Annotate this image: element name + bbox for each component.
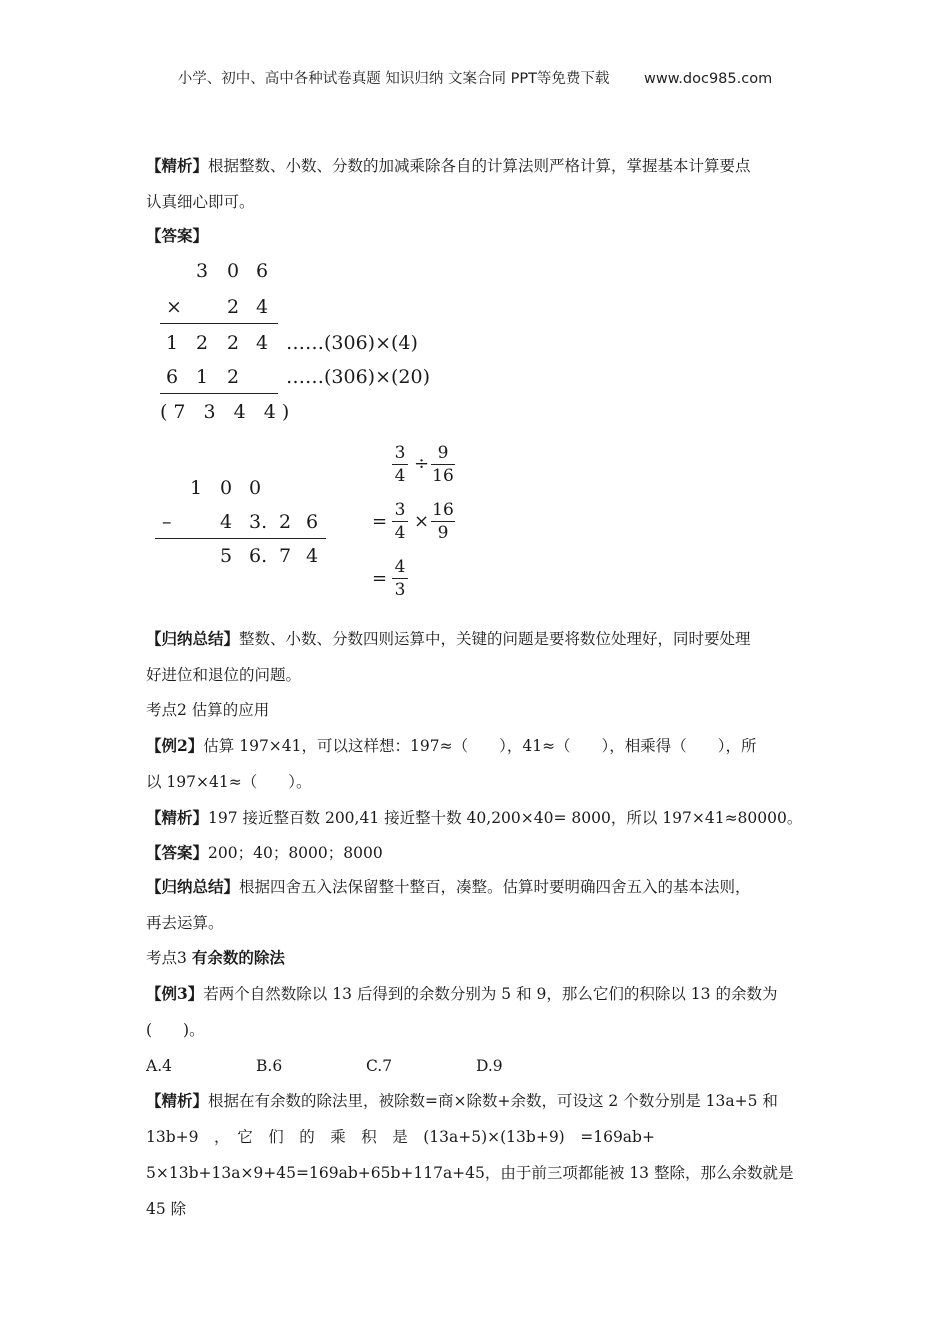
option-d: D.9 bbox=[476, 1057, 503, 1075]
numerator: 9 bbox=[437, 443, 449, 463]
digit: 0 bbox=[220, 477, 233, 499]
fraction bbox=[392, 443, 408, 486]
product-result: (7 3 4 4) bbox=[160, 401, 296, 423]
fraction-bar bbox=[392, 464, 408, 465]
example-tag: 【例3】 bbox=[146, 984, 204, 1003]
answer-2 bbox=[146, 835, 810, 871]
example-tag: 【例2】 bbox=[146, 736, 204, 755]
option-b: B.6 bbox=[256, 1057, 283, 1075]
analysis-tag: 【精析】 bbox=[146, 1091, 209, 1110]
point-2-heading bbox=[146, 692, 810, 728]
digit: 2 bbox=[279, 511, 292, 533]
analysis-1-line2: 认真细心即可。 bbox=[146, 193, 255, 211]
example-3 bbox=[146, 976, 810, 1048]
digit: 3. bbox=[249, 511, 268, 533]
analysis-3 bbox=[146, 1083, 810, 1227]
digit: 0 bbox=[249, 477, 262, 499]
summary-2 bbox=[146, 869, 810, 941]
digit: 2 bbox=[227, 366, 240, 388]
analysis-3-line3: 5×13b+13a×9+45=169ab+65b+117a+45，由于前三项都能被 13 整除，那么余数就是 45 除 bbox=[146, 1164, 794, 1218]
point-3-prefix: 考点3 bbox=[146, 949, 187, 967]
fraction bbox=[431, 500, 455, 543]
answer-tag: 【答案】 bbox=[146, 843, 209, 862]
fraction-bar bbox=[392, 578, 408, 579]
summary-tag: 【归纳总结】 bbox=[146, 877, 240, 896]
numerator: 3 bbox=[394, 443, 406, 463]
numerator: 16 bbox=[432, 500, 454, 520]
denominator: 3 bbox=[394, 580, 406, 600]
denominator: 4 bbox=[394, 523, 406, 543]
fraction bbox=[392, 500, 408, 543]
digit: 2 bbox=[227, 332, 240, 354]
denominator: 16 bbox=[432, 466, 454, 486]
divider-line bbox=[160, 393, 278, 394]
digit: 4 bbox=[256, 296, 269, 318]
digit: 3 bbox=[196, 260, 209, 282]
analysis-tag: 【精析】 bbox=[146, 156, 209, 175]
example-2-line1: 估算 197×41，可以这样想：197≈（ ），41≈（ ），相乘得（ ），所 bbox=[203, 737, 757, 755]
divider-line bbox=[160, 323, 278, 324]
partial-note: ……(306)×(4) bbox=[286, 332, 418, 354]
denominator: 9 bbox=[437, 523, 449, 543]
summary-2-line1: 根据四舍五入法保留整十整百，凑整。估算时要明确四舍五入的基本法则， bbox=[239, 878, 751, 896]
digit: 6 bbox=[256, 260, 269, 282]
point-3-title: 有余数的除法 bbox=[191, 948, 285, 967]
multiply-sign: × bbox=[166, 296, 182, 318]
answer-tag: 【答案】 bbox=[146, 226, 209, 245]
summary-1-line1: 整数、小数、分数四则运算中，关键的问题是要将数位处理好，同时要处理 bbox=[239, 630, 751, 648]
digit: 4 bbox=[306, 545, 319, 567]
summary-1 bbox=[146, 621, 810, 693]
answer-2-text: 200；40；8000；8000 bbox=[208, 844, 383, 862]
answer-1 bbox=[146, 218, 810, 254]
fraction bbox=[431, 443, 455, 486]
numerator: 4 bbox=[394, 557, 406, 577]
equals-sign: = bbox=[372, 511, 388, 532]
digit: 1 bbox=[196, 366, 209, 388]
example-3-line2: ( )。 bbox=[146, 1021, 205, 1039]
digit: 7 bbox=[279, 545, 292, 567]
option-c: C.7 bbox=[366, 1057, 393, 1075]
page-header bbox=[0, 67, 950, 88]
digit: 4 bbox=[220, 511, 233, 533]
summary-tag: 【归纳总结】 bbox=[146, 629, 240, 648]
example-2 bbox=[146, 728, 810, 800]
header-text: 小学、初中、高中各种试卷真题 知识归纳 文案合同 PPT等免费下载 bbox=[177, 71, 610, 87]
digit: 6. bbox=[249, 545, 268, 567]
example-3-options bbox=[146, 1048, 810, 1084]
multiply-sign: × bbox=[414, 511, 430, 532]
summary-1-line2: 好进位和退位的问题。 bbox=[146, 666, 302, 684]
numerator: 3 bbox=[394, 500, 406, 520]
point-3-heading bbox=[146, 940, 810, 976]
digit: 1 bbox=[166, 332, 179, 354]
denominator: 4 bbox=[394, 466, 406, 486]
digit: 2 bbox=[196, 332, 209, 354]
analysis-2-text: 197 接近整百数 200,41 接近整十数 40,200×40= 8000，所以 197×41≈80000。 bbox=[208, 809, 803, 827]
divider-line bbox=[155, 538, 326, 539]
analysis-tag: 【精析】 bbox=[146, 808, 209, 827]
digit: 0 bbox=[227, 260, 240, 282]
example-2-line2: 以 197×41≈（ ）。 bbox=[146, 773, 312, 791]
minus-sign: – bbox=[162, 511, 172, 533]
digit: 4 bbox=[256, 332, 269, 354]
analysis-1 bbox=[146, 148, 810, 220]
digit: 1 bbox=[190, 477, 203, 499]
digit: 2 bbox=[227, 296, 240, 318]
digit: 5 bbox=[220, 545, 233, 567]
digit: 6 bbox=[166, 366, 179, 388]
equals-sign: = bbox=[372, 568, 388, 589]
partial-note: ……(306)×(20) bbox=[286, 366, 431, 388]
analysis-3-line1: 根据在有余数的除法里，被除数=商×除数+余数，可设这 2 个数分别是 13a+5 和 bbox=[208, 1092, 778, 1110]
option-a: A.4 bbox=[146, 1057, 172, 1075]
fraction-bar bbox=[431, 464, 455, 465]
fraction-bar bbox=[392, 521, 408, 522]
header-site-link[interactable]: www.doc985.com bbox=[644, 71, 773, 87]
fraction-bar bbox=[431, 521, 455, 522]
point-2-title: 考点2 估算的应用 bbox=[146, 701, 270, 719]
fraction bbox=[392, 557, 408, 600]
analysis-2 bbox=[146, 800, 810, 836]
digit: 6 bbox=[306, 511, 319, 533]
analysis-3-line2: 13b+9 ， 它 们 的 乘 积 是 (13a+5)×(13b+9) =169ab+ bbox=[146, 1128, 655, 1146]
example-3-line1: 若两个自然数除以 13 后得到的余数分别为 5 和 9，那么它们的积除以 13 的余数为 bbox=[203, 985, 778, 1003]
divide-sign: ÷ bbox=[414, 453, 430, 474]
analysis-1-line1: 根据整数、小数、分数的加减乘除各自的计算法则严格计算，掌握基本计算要点 bbox=[208, 157, 751, 175]
summary-2-line2: 再去运算。 bbox=[146, 914, 224, 932]
